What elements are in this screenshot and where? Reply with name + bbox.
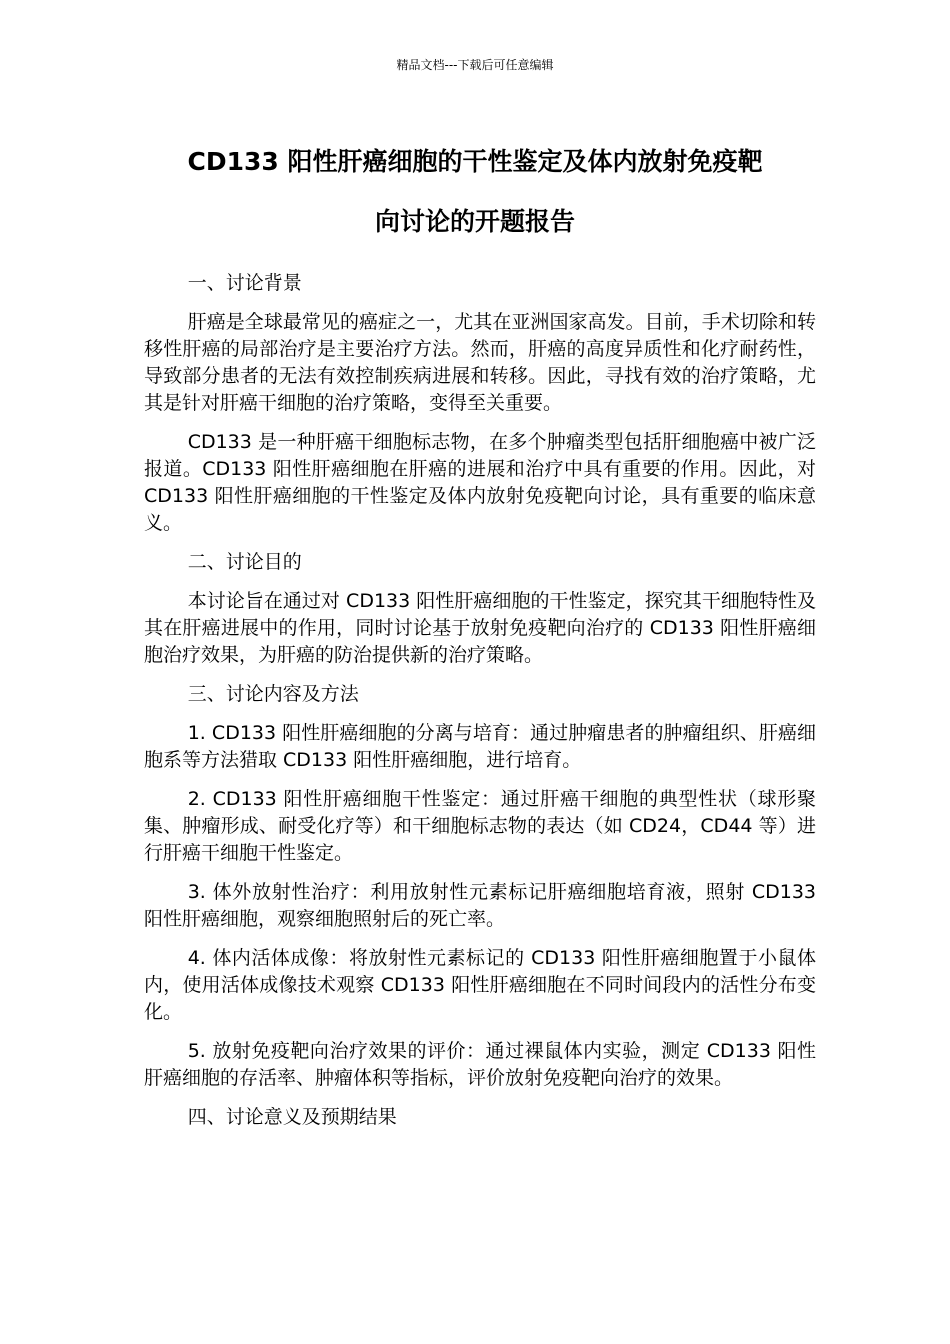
paragraph-method-5: 5. 放射免疫靶向治疗效果的评价：通过裸鼠体内实验，测定 CD133 阳性肝癌细胞的存活率、肿瘤体积等指标，评价放射免疫靶向治疗的效果。 — [144, 1040, 816, 1089]
paragraph-background-1: 肝癌是全球最常见的癌症之一，尤其在亚洲国家高发。目前，手术切除和转移性肝癌的局部治疗是主要治疗方法。然而，肝癌的高度异质性和化疗耐药性，导致部分患者的无法有效控制疾病进展和转移。因此，寻找有效的治疗策略，尤其是针对肝癌干细胞的治疗策略，变得至关重要。 — [144, 311, 816, 414]
document-title — [100, 132, 850, 252]
paragraph-purpose-1: 本讨论旨在通过对 CD133 阳性肝癌细胞的干性鉴定，探究其干细胞特性及其在肝癌进展中的作用，同时讨论基于放射免疫靶向治疗的 CD133 阳性肝癌细胞治疗效果，为肝癌的防治提供新的治疗策略。 — [144, 590, 816, 666]
document-title-line-1: CD133 阳性肝癌细胞的干性鉴定及体内放射免疫靶 — [187, 147, 763, 176]
section-heading-background: 一、讨论背景 — [187, 272, 302, 294]
document-title-line-2: 向讨论的开题报告 — [374, 207, 575, 236]
paragraph-method-1: 1. CD133 阳性肝癌细胞的分离与培育：通过肿瘤患者的肿瘤组织、肝癌细胞系等方法猎取 CD133 阳性肝癌细胞，进行培育。 — [144, 722, 816, 771]
section-heading-purpose: 二、讨论目的 — [187, 551, 302, 573]
paragraph-method-3: 3. 体外放射性治疗：利用放射性元素标记肝癌细胞培育液，照射 CD133 阳性肝癌细胞，观察细胞照射后的死亡率。 — [144, 881, 816, 930]
page-header: 精品文档---下载后可任意编辑 — [396, 58, 554, 72]
paragraph-method-2: 2. CD133 阳性肝癌细胞干性鉴定：通过肝癌干细胞的典型性状（球形聚集、肿瘤形成、耐受化疗等）和干细胞标志物的表达（如 CD24，CD44 等）进行肝癌干细胞干性鉴定。 — [144, 788, 816, 864]
paragraph-background-2: CD133 是一种肝癌干细胞标志物，在多个肿瘤类型包括肝细胞癌中被广泛报道。CD133 阳性肝癌细胞在肝癌的进展和治疗中具有重要的作用。因此，对 CD133 阳性肝癌细胞的干性鉴定及体内放射免疫靶向讨论，具有重要的临床意义。 — [144, 431, 816, 534]
section-heading-methods: 三、讨论内容及方法 — [187, 683, 359, 705]
section-heading-significance: 四、讨论意义及预期结果 — [187, 1106, 397, 1128]
paragraph-method-4: 4. 体内活体成像：将放射性元素标记的 CD133 阳性肝癌细胞置于小鼠体内，使用活体成像技术观察 CD133 阳性肝癌细胞在不同时间段内的活性分布变化。 — [144, 947, 816, 1023]
document-body — [144, 270, 816, 1143]
